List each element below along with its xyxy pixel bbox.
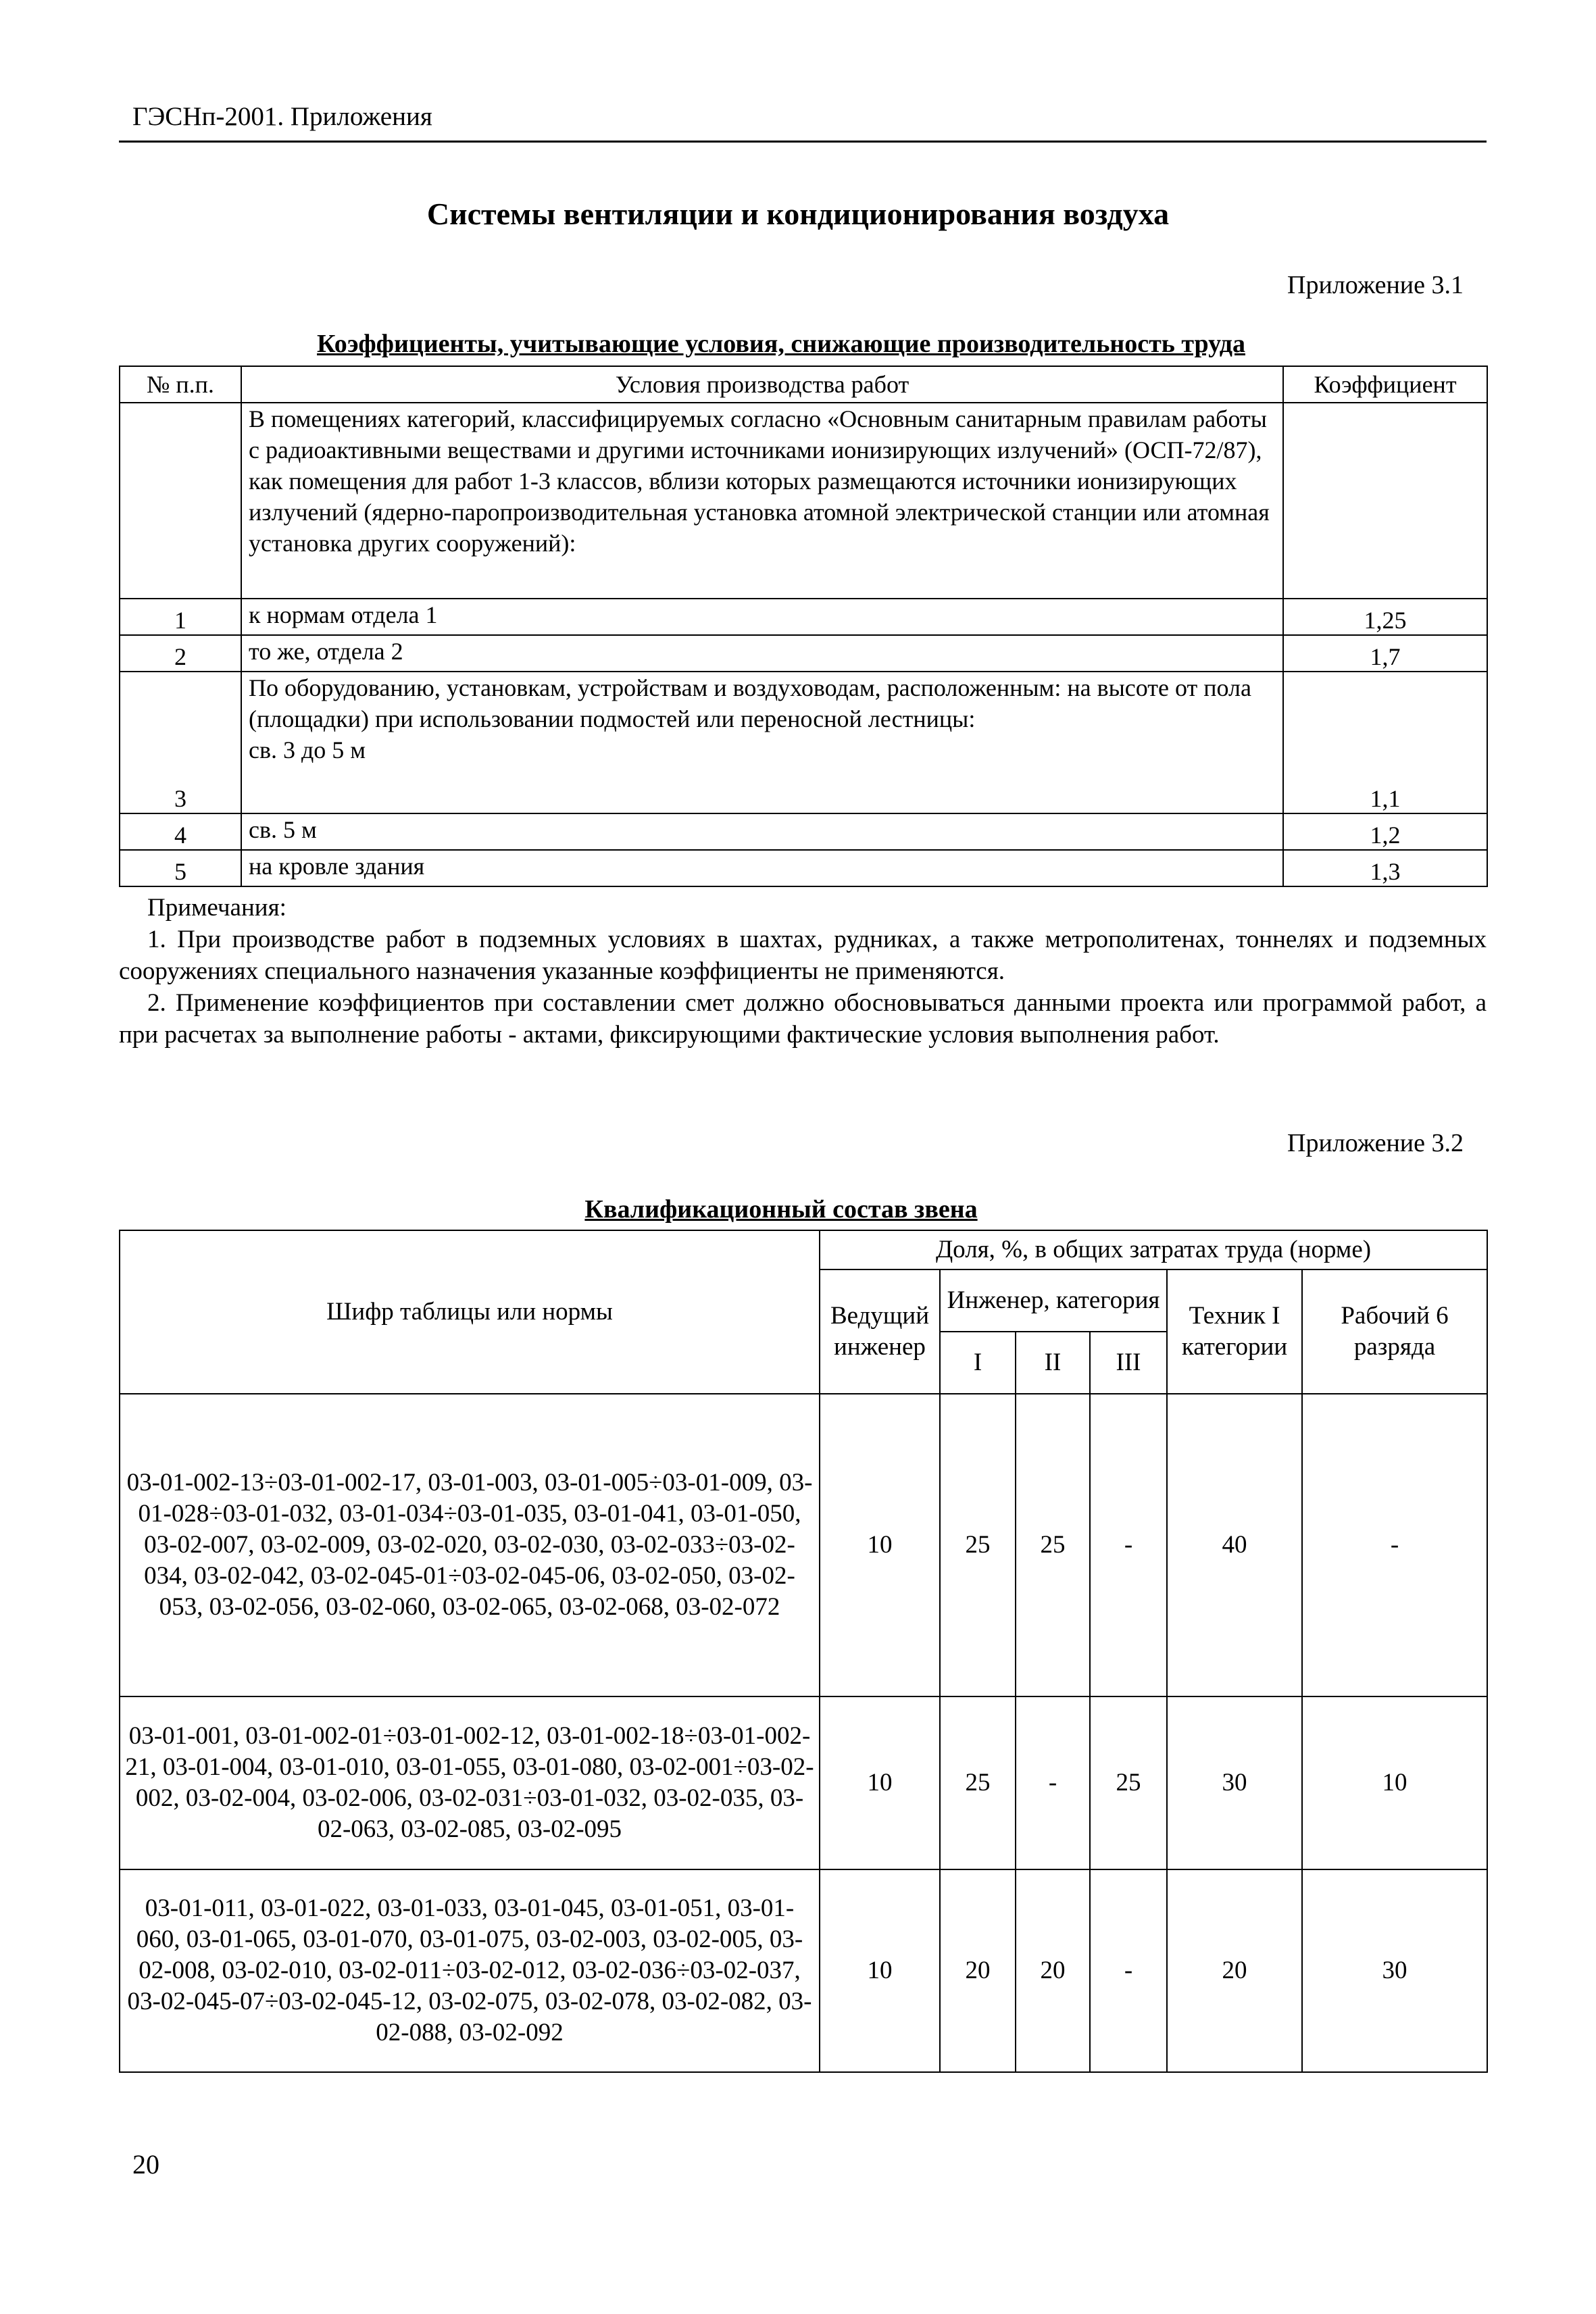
empty-cell: [1283, 403, 1487, 599]
col-header-lead-engineer: Ведущий инженер: [820, 1269, 940, 1394]
table-row: [120, 1394, 1487, 1696]
empty-cell: [120, 403, 241, 599]
table-row: [120, 403, 1487, 599]
row-coefficient: 1,2: [1283, 813, 1487, 850]
row-condition: то же, отдела 2: [241, 635, 1283, 672]
row-number: 5: [120, 850, 241, 886]
row-number: 4: [120, 813, 241, 850]
coefficients-table: [119, 366, 1488, 887]
row-condition: св. 3 до 5 м: [249, 736, 366, 763]
table2-header-row: [120, 1230, 1487, 1269]
row-coefficient: 1,3: [1283, 850, 1487, 886]
intro-text-radiation: В помещениях категорий, классифицируемых согласно «Основным санитарным правилам работы с радиоактивными веществами и другими источниками ионизирующих излучений» (ОСП-72/87), как помещения для работ 1-3 классов, вблизи которых размещаются источники ионизирующих излучений (ядерно-паропроизводительная установка атомной электрической станции или атомная установка других сооружений):: [241, 403, 1283, 599]
appendix-3-2-label: Приложение 3.2: [1287, 1129, 1464, 1157]
row-codes: 03-01-002-13÷03-01-002-17, 03-01-003, 03-01-005÷03-01-009, 03-01-028÷03-01-032, 03-01-034÷03-01-035, 03-01-041, 03-01-050, 03-02-007, 03-02-009, 03-02-020, 03-02-030, 03-02-033÷03-02-034, 03-02-042, 03-02-045-01÷03-02-045-06, 03-02-050, 03-02-053, 03-02-056, 03-02-060, 03-02-065, 03-02-068, 03-02-072: [120, 1394, 820, 1696]
row-condition: к нормам отдела 1: [241, 599, 1283, 635]
table-row: [120, 599, 1487, 635]
table-row: [120, 813, 1487, 850]
row-condition-group: [241, 672, 1283, 813]
crew-composition-table: [119, 1230, 1488, 2073]
table-row: [120, 635, 1487, 672]
col-header-engineer: Инженер, категория: [940, 1269, 1167, 1332]
cell-tech: 40: [1167, 1394, 1302, 1696]
table2-title: Квалификационный состав звена: [584, 1195, 978, 1224]
table1-title: Коэффициенты, учитывающие условия, снижающие производительность труда: [317, 330, 1245, 358]
col-header-conditions: Условия производства работ: [241, 366, 1283, 403]
row-condition: на кровле здания: [241, 850, 1283, 886]
note-1: 1. При производстве работ в подземных условиях в шахтах, рудниках, а также метрополитенах, тоннелях и подземных сооружениях специального назначения указанные коэффициенты не применяются.: [119, 926, 1487, 985]
row-codes: 03-01-001, 03-01-002-01÷03-01-002-12, 03-01-002-18÷03-01-002-21, 03-01-004, 03-01-010, 03-01-055, 03-01-080, 03-02-001÷03-02-002, 03-02-004, 03-02-006, 03-02-031÷03-01-032, 03-02-035, 03-02-063, 03-02-085, 03-02-095: [120, 1696, 820, 1869]
cell-eng1: 20: [940, 1869, 1016, 2072]
col-header-technician: Техник I категории: [1167, 1269, 1302, 1394]
col-header-coefficient: Коэффициент: [1283, 366, 1487, 403]
table-row: [120, 850, 1487, 886]
section-title: Системы вентиляции и кондиционирования воздуха: [426, 197, 1170, 231]
cell-eng2: 20: [1016, 1869, 1090, 2072]
appendix-3-1-label: Приложение 3.1: [1287, 271, 1464, 299]
col-header-share: Доля, %, в общих затратах труда (норме): [820, 1230, 1487, 1269]
row-coefficient: 1,1: [1283, 672, 1487, 813]
col-header-cat-2: II: [1016, 1332, 1090, 1394]
cell-eng3: -: [1090, 1869, 1167, 2072]
table-row: [120, 1696, 1487, 1869]
col-header-code: Шифр таблицы или нормы: [120, 1230, 820, 1394]
row-condition: св. 5 м: [241, 813, 1283, 850]
header-rule: [119, 141, 1487, 143]
col-header-cat-1: I: [940, 1332, 1016, 1394]
row-coefficient: 1,25: [1283, 599, 1487, 635]
intro-text-equipment: По оборудованию, установкам, устройствам и воздуховодам, расположенным: на высоте от пола (площадки) при использовании подмостей или переносной лестницы:: [249, 674, 1251, 732]
row-coefficient: 1,7: [1283, 635, 1487, 672]
running-header: ГЭСНп-2001. Приложения: [132, 102, 432, 131]
row-number: 2: [120, 635, 241, 672]
cell-eng1: 25: [940, 1394, 1016, 1696]
col-header-cat-3: III: [1090, 1332, 1167, 1394]
col-header-worker: Рабочий 6 разряда: [1302, 1269, 1487, 1394]
cell-eng1: 25: [940, 1696, 1016, 1869]
table-row: [120, 672, 1487, 813]
col-header-number: № п.п.: [120, 366, 241, 403]
cell-eng2: -: [1016, 1696, 1090, 1869]
cell-eng3: 25: [1090, 1696, 1167, 1869]
cell-eng3: -: [1090, 1394, 1167, 1696]
note-2: 2. Применение коэффициентов при составлении смет должно обосновываться данными проекта или программой работ, а при расчетах за выполнение работы - актами, фиксирующими фактические условия выполнения работ.: [119, 989, 1487, 1049]
table-row: [120, 1869, 1487, 2072]
row-number: 3: [120, 672, 241, 813]
cell-lead: 10: [820, 1696, 940, 1869]
cell-worker: 10: [1302, 1696, 1487, 1869]
notes-heading: Примечания:: [147, 894, 286, 922]
cell-tech: 30: [1167, 1696, 1302, 1869]
cell-eng2: 25: [1016, 1394, 1090, 1696]
cell-lead: 10: [820, 1869, 940, 2072]
notes: [119, 892, 1487, 1051]
cell-lead: 10: [820, 1394, 940, 1696]
row-codes: 03-01-011, 03-01-022, 03-01-033, 03-01-045, 03-01-051, 03-01-060, 03-01-065, 03-01-070, 03-01-075, 03-02-003, 03-02-005, 03-02-008, 03-02-010, 03-02-011÷03-02-012, 03-02-036÷03-02-037, 03-02-045-07÷03-02-045-12, 03-02-075, 03-02-078, 03-02-082, 03-02-088, 03-02-092: [120, 1869, 820, 2072]
row-number: 1: [120, 599, 241, 635]
cell-worker: 30: [1302, 1869, 1487, 2072]
cell-tech: 20: [1167, 1869, 1302, 2072]
page-number: 20: [132, 2149, 159, 2180]
table1-header-row: [120, 366, 1487, 403]
cell-worker: -: [1302, 1394, 1487, 1696]
